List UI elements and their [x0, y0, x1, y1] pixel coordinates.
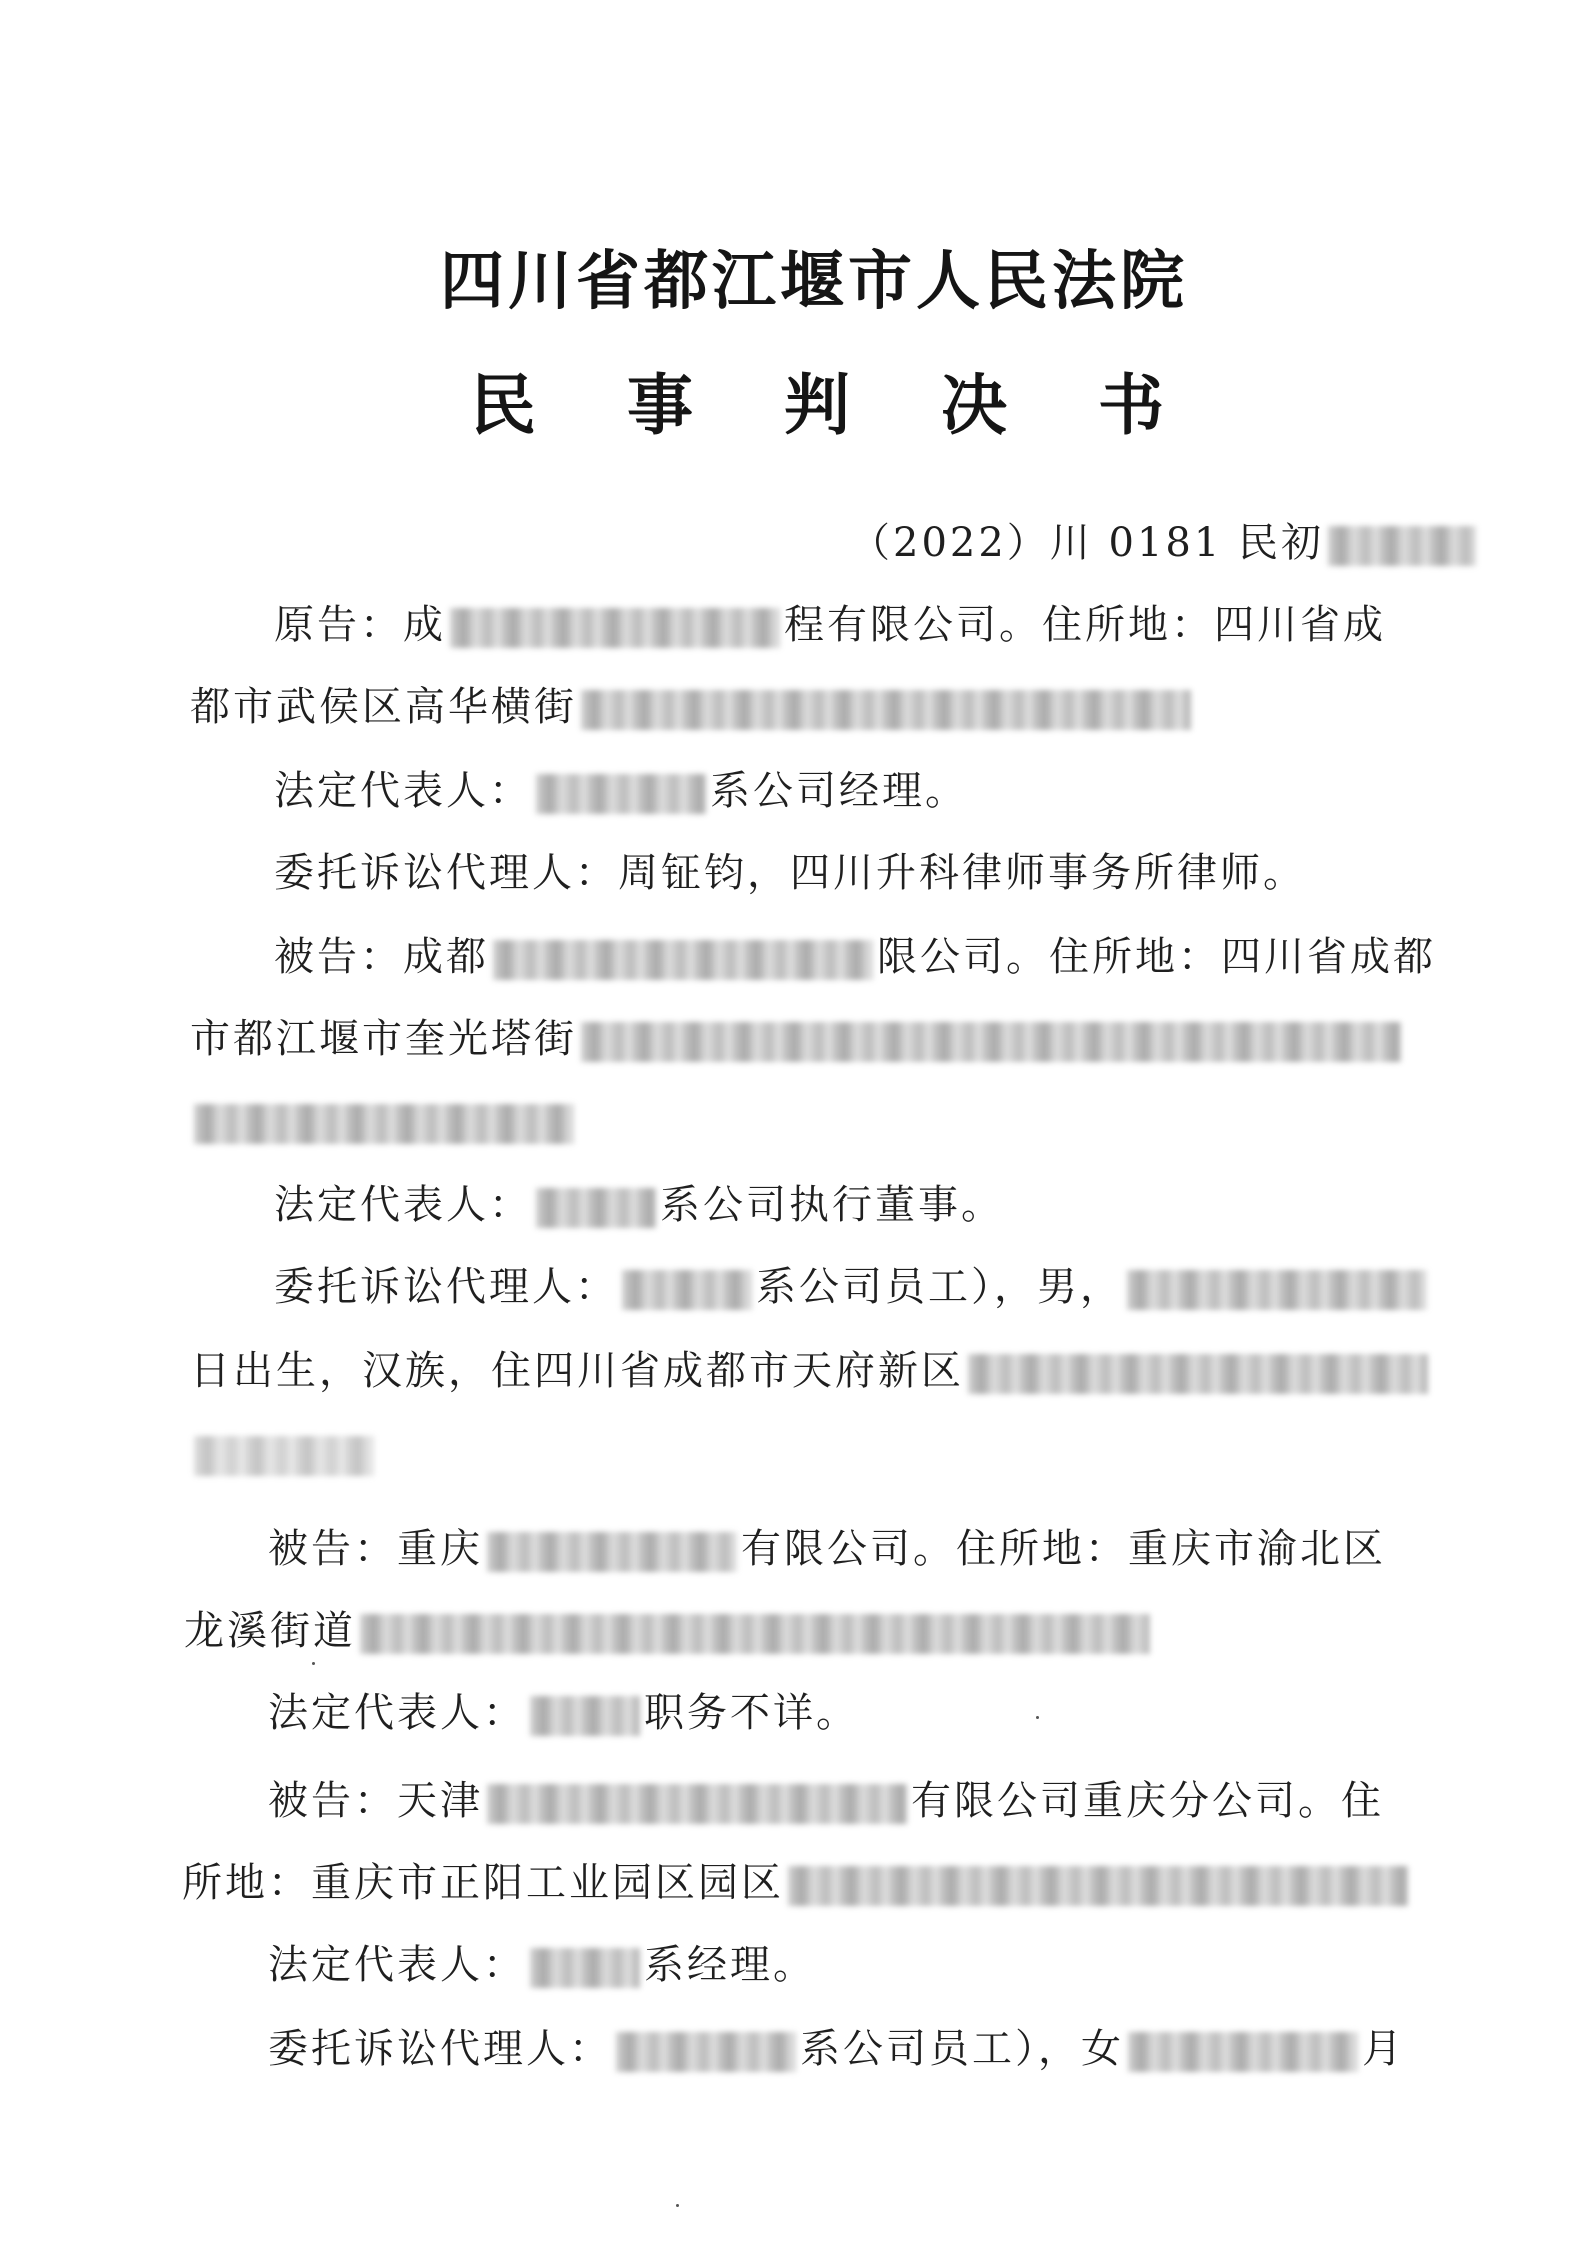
defendant1-line [274, 932, 1436, 982]
defendant3-rep-text: 系经理。 [644, 1942, 816, 1988]
defendant1-agent-label: 委托诉讼代理人： [274, 1264, 618, 1310]
defendant1-address-line [190, 1014, 1405, 1064]
defendant3-agent-line [268, 2024, 1405, 2074]
defendant2-address-line [184, 1606, 1154, 1656]
defendant3-line [268, 1776, 1384, 1826]
document-type: 民 事 判 决 书 [470, 367, 1198, 444]
court-name: 四川省都江堰市人民法院 [440, 245, 1188, 319]
defendant2-label: 被告：重庆 [268, 1526, 483, 1572]
defendant1-rep-text: 系公司执行董事。 [660, 1182, 1004, 1228]
defendant2-address-text: 龙溪街道 [184, 1608, 356, 1654]
redacted-block [1128, 2032, 1358, 2072]
defendant2-rep-text: 职务不详。 [644, 1690, 859, 1736]
defendant3-agent-text: 系公司员工），女 [800, 2026, 1124, 2072]
redacted-block [360, 1614, 1150, 1654]
defendant1-label: 被告：成都 [274, 934, 489, 980]
scan-speck [312, 1662, 315, 1665]
plaintiff-rep-label: 法定代表人： [274, 768, 532, 814]
redacted-block [493, 940, 873, 980]
redacted-block [1328, 526, 1476, 566]
defendant3-text: 有限公司重庆分公司。住 [911, 1778, 1384, 1824]
redacted-block [487, 1784, 907, 1824]
defendant1-rep-line [274, 1180, 1004, 1230]
defendant1-text: 限公司。住所地：四川省成都 [877, 934, 1436, 980]
defendant2-line [268, 1524, 1386, 1574]
defendant3-rep-label: 法定代表人： [268, 1942, 526, 1988]
redacted-block [450, 608, 780, 648]
defendant3-agent-tail: 月 [1362, 2026, 1405, 2072]
plaintiff-text: 程有限公司。住所地：四川省成 [784, 602, 1386, 648]
redacted-block [530, 1948, 640, 1988]
redacted-block [536, 774, 706, 814]
defendant3-address-line [182, 1858, 1412, 1908]
defendant1-agent-cont-text: 日出生，汉族，住四川省成都市天府新区 [190, 1348, 964, 1394]
case-number [850, 518, 1480, 568]
defendant1-agent-cont [190, 1346, 1432, 1396]
defendant3-rep-line [268, 1940, 816, 1990]
defendant2-text: 有限公司。住所地：重庆市渝北区 [741, 1526, 1386, 1572]
redacted-block [536, 1188, 656, 1228]
redacted-block [788, 1866, 1408, 1906]
plaintiff-rep-line [274, 766, 968, 816]
redacted-block [622, 1270, 752, 1310]
defendant2-rep-line [268, 1688, 859, 1738]
defendant3-label: 被告：天津 [268, 1778, 483, 1824]
scan-speck [1036, 1716, 1039, 1719]
plaintiff-agent-line [274, 848, 1306, 898]
defendant2-rep-label: 法定代表人： [268, 1690, 526, 1736]
redacted-block [581, 1022, 1401, 1062]
defendant1-agent-line [274, 1262, 1431, 1312]
defendant1-address-text: 市都江堰市奎光塔街 [190, 1016, 577, 1062]
plaintiff-label: 原告：成 [274, 602, 446, 648]
redacted-block [968, 1354, 1428, 1394]
redacted-block [581, 690, 1191, 730]
defendant3-agent-label: 委托诉讼代理人： [268, 2026, 612, 2072]
plaintiff-agent-text: 委托诉讼代理人：周钲钧，四川升科律师事务所律师。 [274, 850, 1306, 896]
scan-speck [676, 2204, 679, 2207]
redacted-block [487, 1532, 737, 1572]
redacted-block [194, 1104, 574, 1144]
defendant3-address-text: 所地：重庆市正阳工业园区园区 [182, 1860, 784, 1906]
redacted-block [530, 1696, 640, 1736]
redacted-block [616, 2032, 796, 2072]
defendant1-agent-cont2 [190, 1428, 378, 1478]
plaintiff-address-line [190, 682, 1195, 732]
plaintiff-line [274, 600, 1386, 650]
plaintiff-address-text: 都市武侯区高华横街 [190, 684, 577, 730]
defendant1-address-cont [190, 1096, 578, 1146]
plaintiff-rep-text: 系公司经理。 [710, 768, 968, 814]
case-number-text: （2022）川 0181 民初 [850, 520, 1325, 566]
redacted-block [194, 1436, 374, 1476]
redacted-block [1127, 1270, 1427, 1310]
defendant1-agent-text: 系公司员工），男， [756, 1264, 1123, 1310]
defendant1-rep-label: 法定代表人： [274, 1182, 532, 1228]
